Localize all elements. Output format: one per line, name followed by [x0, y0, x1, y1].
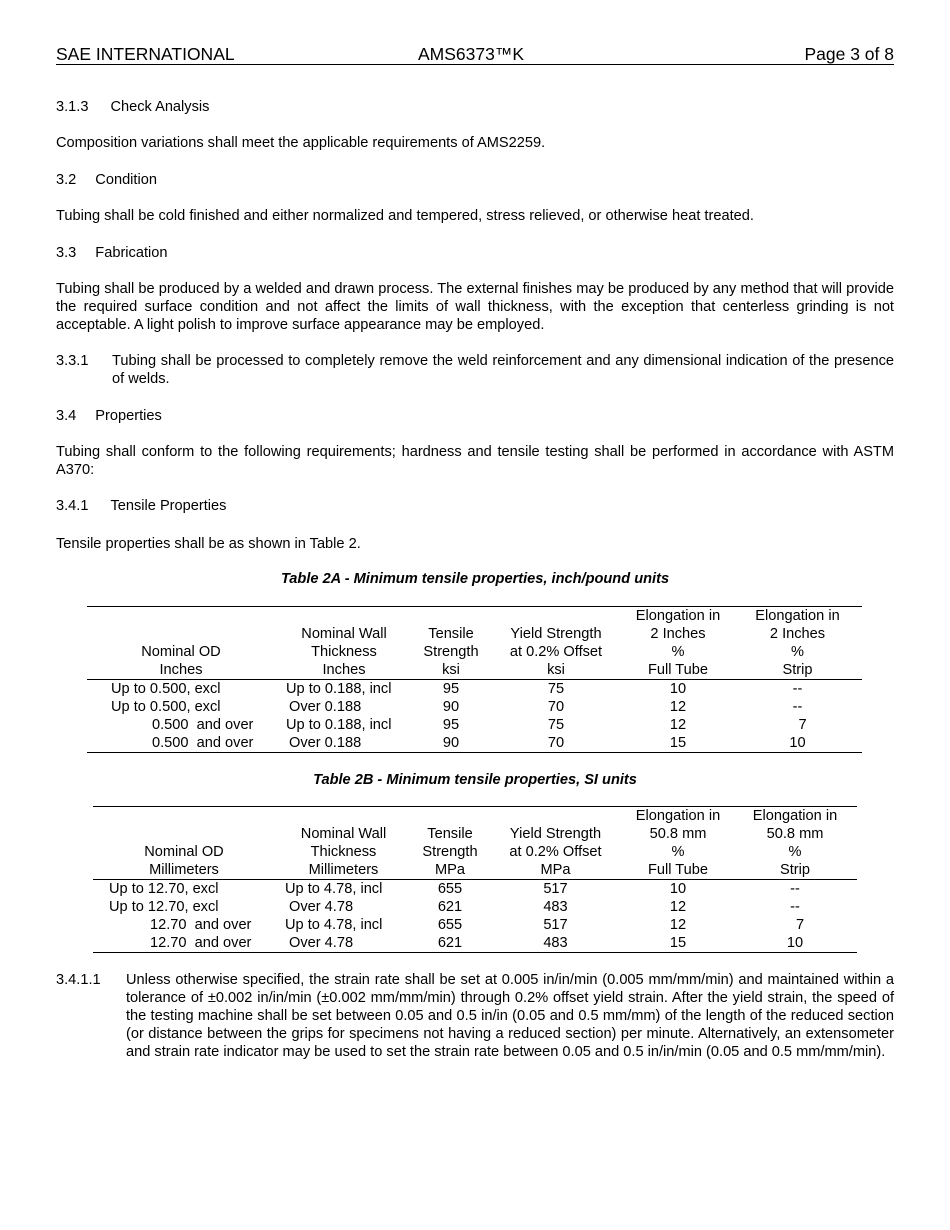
- cell-elong-strip: --: [790, 899, 800, 915]
- table-header-row: [87, 607, 862, 626]
- cell-elong-strip: --: [790, 881, 800, 897]
- header-cell: [87, 625, 275, 643]
- section-3-3-1-body: Tubing shall be processed to completely remove the weld reinforcement and any dimensional indication of the presence of welds.: [112, 353, 894, 387]
- header-cell: Yield Strength: [509, 826, 602, 842]
- cell-wall: Over 4.78: [289, 899, 354, 915]
- header-cell: Strength: [423, 644, 479, 660]
- header-cell: Inches: [275, 661, 413, 680]
- section-title: Tensile Properties: [110, 498, 227, 514]
- header-cell: Strip: [733, 861, 857, 880]
- cell-yield: 75: [547, 681, 565, 697]
- cell-elong-tube: 12: [669, 717, 687, 733]
- header-cell: at 0.2% Offset: [509, 644, 603, 660]
- cell-wall: Up to 0.188, incl: [286, 717, 392, 733]
- header-cell: [275, 807, 412, 826]
- header-cell: MPa: [412, 861, 488, 880]
- header-cell: [488, 807, 623, 826]
- cell-yield: 483: [488, 934, 623, 953]
- header-cell: Tensile: [427, 826, 473, 842]
- table-header-row: [87, 661, 862, 680]
- section-title: Check Analysis: [110, 99, 210, 115]
- section-title: Condition: [95, 172, 157, 188]
- header-cell: %: [671, 644, 685, 660]
- header-cell: %: [791, 644, 804, 660]
- section-3-3-body: Tubing shall be produced by a welded and drawn process. The external finishes may be produced by any method that will provide the required surface condition and not affect the limits of wall thickness, with the exception that centerless grinding is not acceptable. A light polish to improve surface appearance may be employed.: [56, 281, 894, 333]
- cell-wall: Over 0.188: [289, 699, 362, 715]
- section-number: 3.3: [56, 245, 77, 261]
- header-cell: Nominal Wall: [300, 826, 387, 842]
- cell-od: Up to 12.70, excl: [109, 881, 219, 897]
- table-header-row: [93, 843, 857, 861]
- table-header-row: [93, 861, 857, 880]
- cell-od: 12.70 and over: [93, 934, 275, 953]
- section-3-4-heading: [56, 407, 162, 425]
- header-cell: Yield Strength: [510, 626, 602, 642]
- header-cell: Elongation in: [733, 607, 862, 626]
- section-title: Properties: [95, 408, 162, 424]
- cell-elong-strip: --: [792, 681, 803, 697]
- cell-yield: 517: [543, 917, 568, 933]
- cell-od: Up to 12.70, excl: [109, 899, 219, 915]
- section-3-3-1-number: 3.3.1: [56, 353, 89, 369]
- header-cell: 2 Inches: [650, 626, 706, 642]
- cell-elong-strip: 10: [733, 734, 862, 753]
- section-title: Fabrication: [95, 245, 168, 261]
- header-cell: Elongation in: [623, 607, 733, 626]
- section-3-1-3-heading: [56, 98, 209, 116]
- cell-tensile: 621: [437, 899, 463, 915]
- header-cell: 2 Inches: [769, 626, 826, 642]
- cell-elong-tube: 10: [669, 881, 687, 897]
- cell-elong-tube: 15: [623, 934, 733, 953]
- cell-elong-strip: --: [792, 699, 803, 715]
- table-2b: [93, 806, 857, 953]
- section-3-4-body: Tubing shall conform to the following requirements; hardness and tensile testing shall be performed in accordance with ASTM A370:: [56, 444, 894, 478]
- header-cell: %: [671, 844, 685, 860]
- header-cell: [489, 607, 623, 626]
- header-cell: [87, 607, 275, 626]
- cell-tensile: 95: [442, 717, 460, 733]
- cell-yield: 75: [547, 717, 565, 733]
- header-cell: Nominal OD: [144, 844, 224, 860]
- header-cell: Strip: [733, 661, 862, 680]
- header-doc-id: AMS6373™K: [418, 44, 525, 64]
- header-page-number: Page 3 of 8: [804, 44, 894, 64]
- section-3-4-1-1-body: Unless otherwise specified, the strain rate shall be set at 0.005 in/in/min (0.005 mm/mm/min) and maintained within a tolerance of ±0.002 in/in/min (±0.002 mm/mm/min) through 0.2% offset yield strain. After the yield strain, the speed of the testing machine shall be set between 0.05 and 0.5 in/in (0.05 and 0.5 mm/mm) of the length of the reduced section (or distance between the grips for specimens not having a reduced section) per minute. Alternatively, an extensometer and strain rate indicator may be used to set the strain rate between 0.05 and 0.5 in/in/min (0.05 and 0.5 mm/mm/min).: [126, 972, 894, 1060]
- cell-tensile: 95: [442, 681, 460, 697]
- header-cell: Thickness: [311, 644, 377, 660]
- cell-wall: Over 0.188: [275, 734, 413, 753]
- cell-tensile: 655: [437, 881, 463, 897]
- header-cell: Strength: [422, 844, 478, 860]
- cell-elong-tube: 15: [623, 734, 733, 753]
- cell-od: 0.500 and over: [87, 734, 275, 753]
- cell-elong-strip: 7: [795, 917, 805, 933]
- header-cell: Thickness: [310, 844, 377, 860]
- cell-od: Up to 0.500, excl: [111, 681, 221, 697]
- section-3-3-heading: [56, 244, 168, 262]
- header-cell: Elongation in: [623, 807, 733, 826]
- cell-elong-strip: 10: [733, 934, 857, 953]
- cell-elong-tube: 12: [669, 699, 687, 715]
- header-cell: ksi: [413, 661, 489, 680]
- cell-wall: Up to 4.78, incl: [285, 917, 383, 933]
- header-cell: Millimeters: [275, 861, 412, 880]
- table-2b-caption: Table 2B - Minimum tensile properties, SI units: [313, 772, 637, 788]
- cell-wall: Up to 4.78, incl: [285, 881, 383, 897]
- table-header-row: [93, 825, 857, 843]
- section-3-2-body: Tubing shall be cold finished and either normalized and tempered, stress relieved, or otherwise heat treated.: [56, 208, 754, 224]
- section-number: 3.4: [56, 408, 77, 424]
- header-cell: [93, 825, 275, 843]
- header-cell: at 0.2% Offset: [509, 844, 602, 860]
- cell-wall: Up to 0.188, incl: [286, 681, 392, 697]
- header-cell: Inches: [87, 661, 275, 680]
- table-row: [87, 716, 862, 734]
- table-header-row: [93, 807, 857, 826]
- cell-elong-tube: 12: [669, 899, 687, 915]
- header-cell: [275, 607, 413, 626]
- section-number: 3.4.1: [56, 498, 89, 514]
- cell-yield: 70: [547, 699, 565, 715]
- table-header-row: [87, 643, 862, 661]
- section-number: 3.1.3: [56, 99, 89, 115]
- table-row: [93, 898, 857, 916]
- header-cell: Nominal Wall: [301, 626, 387, 642]
- cell-elong-tube: 10: [669, 681, 687, 697]
- cell-tensile: 621: [412, 934, 488, 953]
- header-cell: [412, 807, 488, 826]
- header-cell: [93, 807, 275, 826]
- cell-wall: Over 4.78: [275, 934, 412, 953]
- header-cell: 50.8 mm: [649, 826, 707, 842]
- header-cell: Elongation in: [733, 807, 857, 826]
- header-cell: Millimeters: [93, 861, 275, 880]
- table-row: [93, 916, 857, 934]
- table-row: [93, 934, 857, 953]
- section-3-4-1-body: Tensile properties shall be as shown in Table 2.: [56, 536, 361, 552]
- header-cell: Nominal OD: [141, 644, 221, 660]
- table-row: [93, 880, 857, 899]
- section-3-2-heading: [56, 171, 157, 189]
- table-2a-caption: Table 2A - Minimum tensile properties, inch/pound units: [280, 571, 670, 587]
- cell-od: 0.500 and over: [152, 717, 254, 733]
- header-cell: [413, 607, 489, 626]
- header-cell: ksi: [489, 661, 623, 680]
- table-2a: [87, 606, 862, 753]
- cell-elong-strip: 7: [798, 717, 807, 733]
- cell-od: Up to 0.500, excl: [111, 699, 221, 715]
- header-cell: %: [788, 844, 802, 860]
- section-3-1-3-body: Composition variations shall meet the applicable requirements of AMS2259.: [56, 135, 546, 151]
- table-header-row: [87, 625, 862, 643]
- cell-yield: 517: [543, 881, 568, 897]
- table-row: [87, 698, 862, 716]
- section-3-4-1-heading: [56, 497, 226, 515]
- cell-yield: 483: [543, 899, 568, 915]
- section-number: 3.2: [56, 172, 77, 188]
- section-3-4-1-1-number: 3.4.1.1: [56, 972, 101, 988]
- header-org: SAE INTERNATIONAL: [56, 44, 235, 64]
- header-cell: 50.8 mm: [766, 826, 824, 842]
- page-header: [56, 44, 894, 65]
- header-cell: MPa: [488, 861, 623, 880]
- header-cell: Full Tube: [623, 861, 733, 880]
- cell-od: 12.70 and over: [150, 917, 252, 933]
- cell-tensile: 90: [413, 734, 489, 753]
- cell-tensile: 90: [442, 699, 460, 715]
- table-row: [87, 734, 862, 753]
- cell-tensile: 655: [437, 917, 463, 933]
- header-cell: Full Tube: [623, 661, 733, 680]
- header-cell: Tensile: [428, 626, 474, 642]
- cell-yield: 70: [489, 734, 623, 753]
- cell-elong-tube: 12: [669, 917, 687, 933]
- table-row: [87, 680, 862, 699]
